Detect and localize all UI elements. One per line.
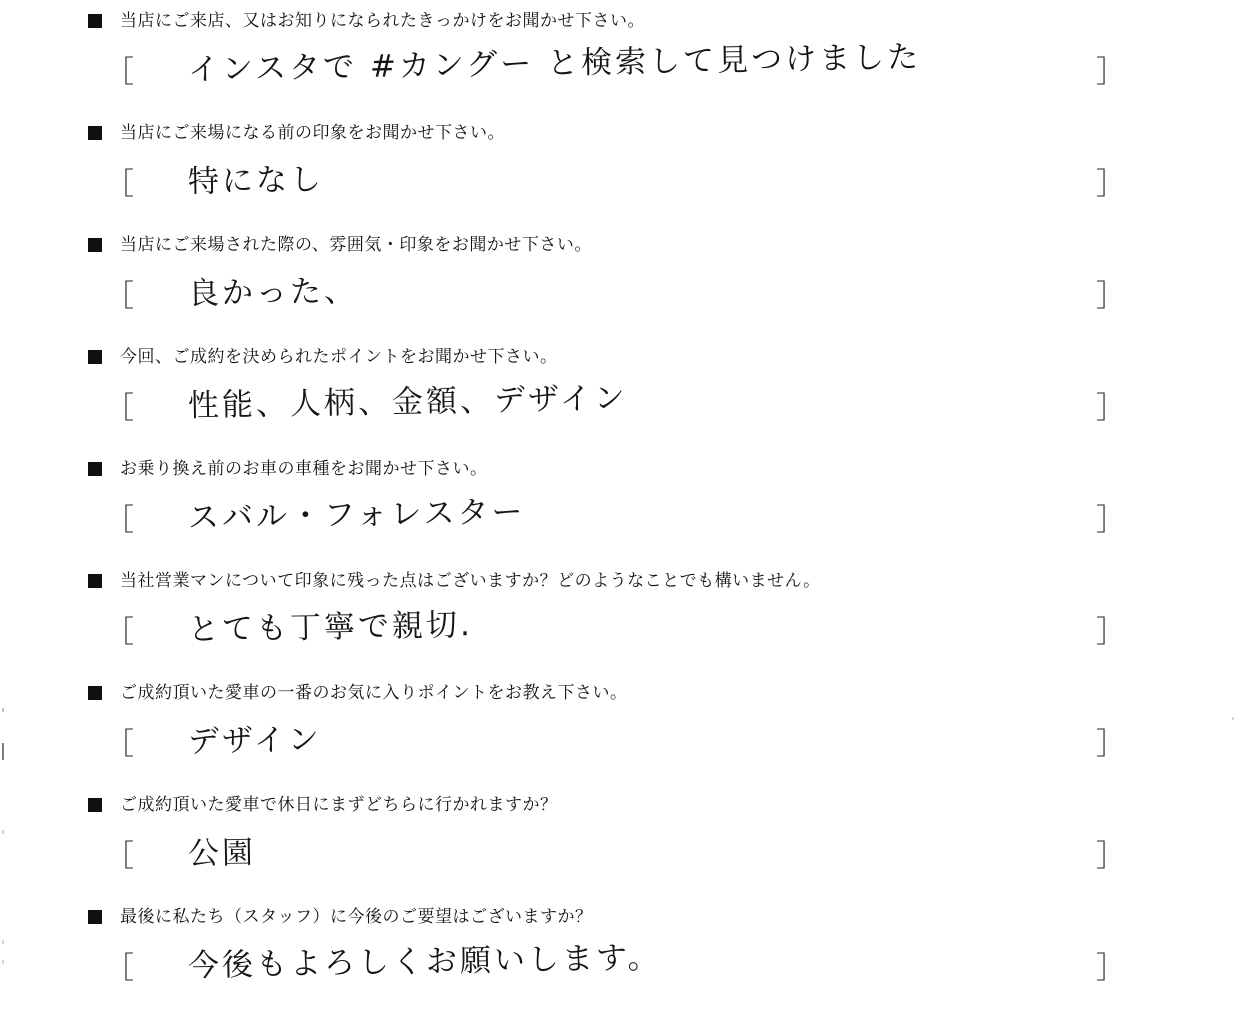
question-9-text: 最後に私たち（スタッフ）に今後のご要望はございますか？ [120,907,593,927]
question-4 [88,346,558,368]
bullet-icon [88,574,102,588]
answer-2-handwritten: 特になし [187,161,325,200]
bullet-icon [88,462,102,476]
survey-item-5 [0,454,1242,566]
question-5 [88,458,488,480]
answer-6-close-bracket: ］ [1096,615,1126,650]
survey-item-9 [0,902,1242,1014]
answer-9-handwritten: 今後もよろしくお願いします。 [187,939,662,984]
answer-2-open-bracket: ［ [104,167,134,202]
answer-3-open-bracket: ［ [104,279,134,314]
question-8 [88,794,558,816]
answer-8-open-bracket: ［ [104,839,134,874]
answer-9-close-bracket: ］ [1096,951,1126,986]
answer-7-open-bracket: ［ [104,727,134,762]
answer-5-open-bracket: ［ [104,503,134,538]
survey-item-3 [0,230,1242,342]
bullet-icon [88,238,102,252]
question-4-text: 今回、ご成約を決められたポイントをお聞かせ下さい。 [120,347,558,367]
question-9 [88,906,593,928]
survey-item-4 [0,342,1242,454]
answer-5-close-bracket: ］ [1096,503,1126,538]
question-5-text: お乗り換え前のお車の車種をお聞かせ下さい。 [120,459,488,479]
bullet-icon [88,14,102,28]
question-8-text: ご成約頂いた愛車で休日にまずどちらに行かれますか？ [120,795,558,815]
question-3 [88,234,592,256]
bullet-icon [88,126,102,140]
answer-4-close-bracket: ］ [1096,391,1126,426]
answer-1-open-bracket: ［ [104,55,134,90]
question-3-text: 当店にご来場された際の、雰囲気・印象をお聞かせ下さい。 [120,235,592,255]
survey-item-7 [0,678,1242,790]
answer-9-open-bracket: ［ [104,951,134,986]
answer-8-close-bracket: ］ [1096,839,1126,874]
answer-7-close-bracket: ］ [1096,727,1126,762]
answer-1-handwritten: インスタで #カングー と検索して見つけました [187,39,922,88]
question-2-text: 当店にご来場になる前の印象をお聞かせ下さい。 [120,123,505,143]
bullet-icon [88,798,102,812]
answer-6-handwritten: とても丁寧で親切. [187,607,474,648]
bullet-icon [88,350,102,364]
survey-item-6 [0,566,1242,678]
survey-item-1 [0,6,1242,118]
answer-7-handwritten: デザイン [187,721,323,760]
answer-3-close-bracket: ］ [1096,279,1126,314]
question-1-text: 当店にご来店、又はお知りになられたきっかけをお聞かせ下さい。 [120,11,645,31]
answer-3-handwritten: 良かった、 [187,273,359,312]
bullet-icon [88,910,102,924]
bullet-icon [88,686,102,700]
question-6 [88,570,821,592]
question-7 [88,682,628,704]
answer-4-open-bracket: ［ [104,391,134,426]
answer-6-open-bracket: ［ [104,615,134,650]
question-7-text: ご成約頂いた愛車の一番のお気に入りポイントをお教え下さい。 [120,683,628,703]
answer-4-handwritten: 性能、人柄、金額、デザイン [187,380,629,424]
answer-2-close-bracket: ］ [1096,167,1126,202]
question-6-text: 当社営業マンについて印象に残った点はございますか？どのようなことでも構いません。 [120,571,821,591]
survey-item-8 [0,790,1242,902]
question-2 [88,122,505,144]
survey-item-2 [0,118,1242,230]
answer-8-handwritten: 公園 [187,834,257,872]
answer-5-handwritten: スバル・フォレスター [187,494,526,536]
answer-1-close-bracket: ］ [1096,55,1126,90]
question-1 [88,10,645,32]
